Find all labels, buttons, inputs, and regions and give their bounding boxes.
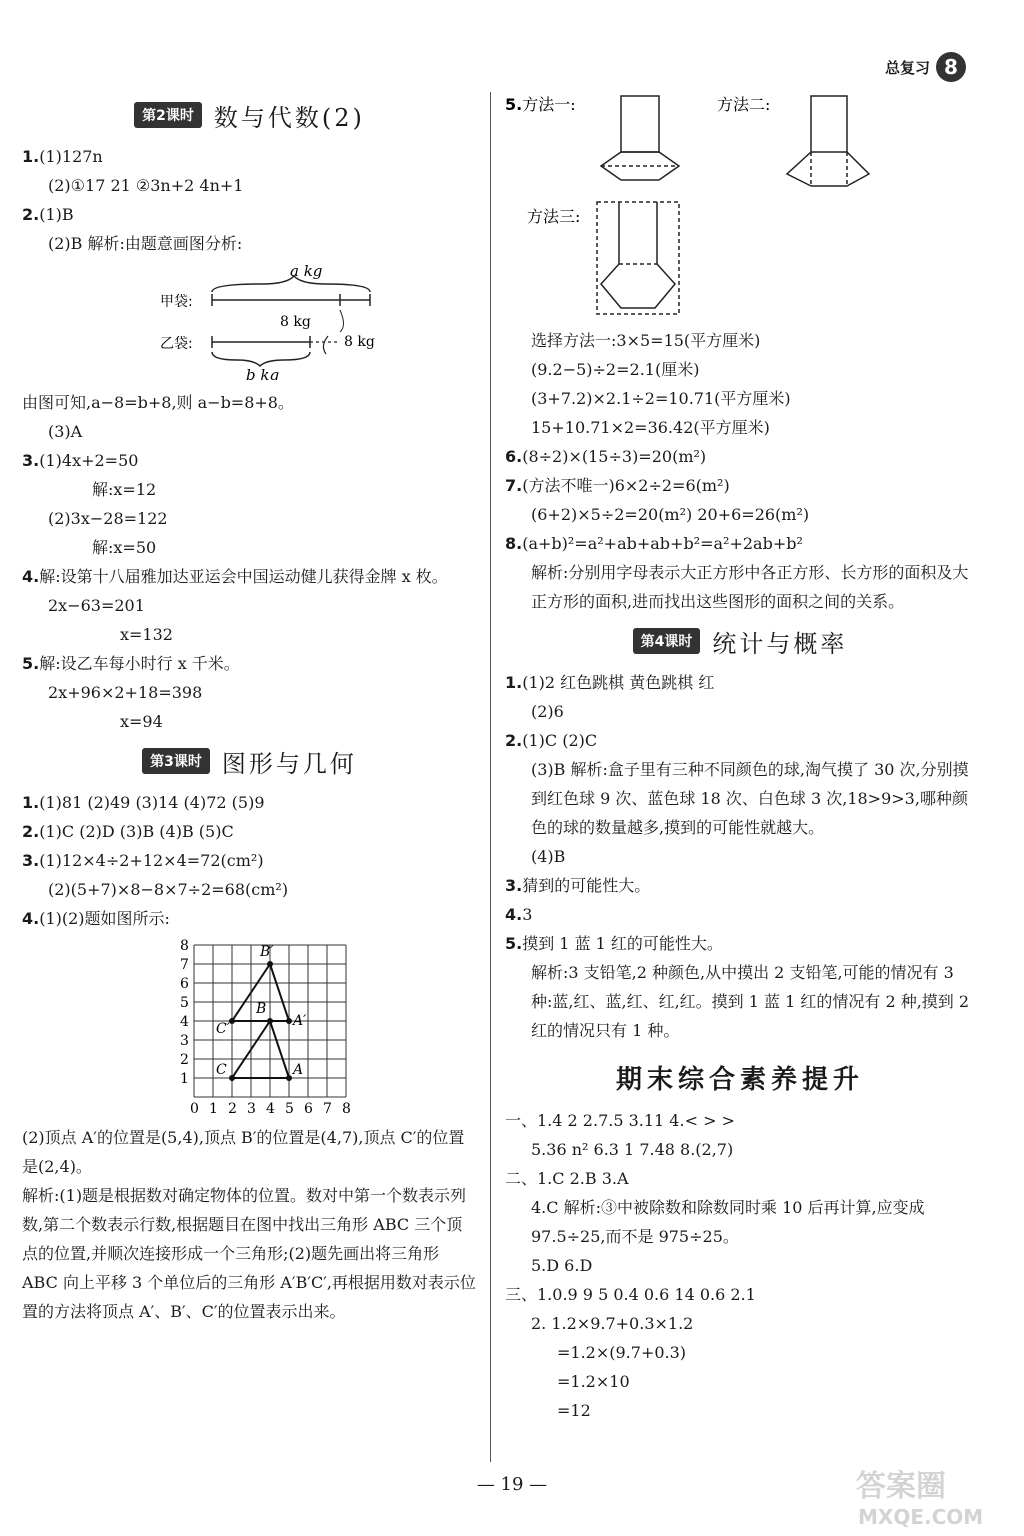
answer-text: 15+10.71×2=36.42(平方厘米): [531, 418, 770, 437]
diagram-label-8kg-2: 8 kg: [344, 334, 375, 350]
x-tick-label: 0: [190, 1101, 199, 1115]
vertex-label: A′: [293, 1013, 307, 1029]
question-number: 5.: [505, 934, 523, 953]
answer-text: 由图可知,a−8=b+8,则 a−b=8+8。: [22, 393, 294, 412]
vertex-label: C′: [216, 1021, 230, 1037]
x-tick-label: 8: [342, 1101, 351, 1115]
final-review-title: 期末综合素养提升: [615, 1065, 864, 1095]
y-tick-label: 8: [180, 938, 189, 954]
diagram-label-jia: 甲袋:: [160, 294, 193, 310]
answer-text: 摸到 1 蓝 1 红的可能性大。: [522, 934, 723, 953]
vertex-label: C: [216, 1062, 227, 1078]
watermark-line1: 答案圈: [856, 1469, 946, 1504]
analysis-text: 解析:(1)题是根据数对确定物体的位置。数对中第一个数表示列数,第二个数表示行数,根据题目在图中找出三角形 ABC 三个顶点的位置,并顺次连接形成一个三角形;(2)题先画出将三角形 ABC 向上平移 3 个单位后的三角形 A′B′C′,再根据用数对表示位置的方法将顶点 A′、B′、C′的位置表示出来。: [22, 1186, 476, 1321]
answer-text: (1)2 红色跳棋 黄色跳棋 红: [522, 673, 715, 692]
watermark-logo: [850, 1462, 1010, 1532]
answer-text: (1)(2)题如图所示:: [39, 909, 170, 928]
x-tick-label: 5: [285, 1101, 294, 1115]
answer-text: 解:设第十八届雅加达亚运会中国运动健儿获得金牌 x 枚。: [39, 567, 448, 586]
section-title: 数与代数(2): [213, 103, 365, 132]
section-heading: [22, 98, 477, 132]
answer-text: x=94: [120, 712, 163, 731]
answer-text: 5.D 6.D: [531, 1256, 593, 1275]
answer-text: (1)4x+2=50: [39, 451, 139, 470]
section-title: 图形与几何: [221, 749, 357, 778]
vertex-label: B′: [260, 944, 274, 960]
column-divider: [490, 92, 491, 1462]
vertex-point: [229, 1018, 235, 1024]
method-1-figure: [601, 96, 679, 180]
question-number: 3.: [22, 451, 40, 470]
vertex-label: A: [293, 1062, 304, 1078]
answer-text: 解:设乙车每小时行 x 千米。: [39, 654, 240, 673]
y-tick-label: 1: [180, 1071, 189, 1087]
answer-text: (1)B: [39, 205, 74, 224]
answer-text: (6+2)×5÷2=20(m²) 20+6=26(m²): [531, 505, 810, 524]
question-number: 1.: [505, 673, 523, 692]
y-tick-label: 6: [180, 976, 189, 992]
answer-text: =12: [557, 1401, 591, 1420]
triangle-abc: [232, 1021, 289, 1078]
answer-text: (3+7.2)×2.1÷2=10.71(平方厘米): [531, 389, 791, 408]
vertex-point: [286, 1075, 292, 1081]
question-number: 3.: [505, 876, 523, 895]
answer-text: (2)(5+7)×8−8×7÷2=68(cm²): [48, 880, 289, 899]
brace-bottom: [212, 352, 310, 366]
answer-text: =1.2×(9.7+0.3): [557, 1343, 687, 1362]
answer-text: 解:x=50: [92, 538, 157, 557]
lesson-badge: 第3课时: [142, 748, 210, 774]
analysis-text: 4.C 解析:③中被除数和除数同时乘 10 后再计算,应变成 97.5÷25,而不是 975÷25。: [531, 1198, 925, 1246]
y-tick-label: 3: [180, 1033, 189, 1049]
x-tick-label: 7: [323, 1101, 332, 1115]
answer-text: 2. 1.2×9.7+0.3×1.2: [531, 1314, 694, 1333]
answer-text: 2x+96×2+18=398: [48, 683, 203, 702]
answer-text: (1)81 (2)49 (3)14 (4)72 (5)9: [39, 793, 265, 812]
question-number: 1.: [22, 147, 40, 166]
vertex-point: [286, 1018, 292, 1024]
answer-text: (1)C (2)D (3)B (4)B (5)C: [39, 822, 234, 841]
x-tick-label: 3: [247, 1101, 256, 1115]
answer-text: (2)3x−28=122: [48, 509, 168, 528]
section-title: 统计与概率: [712, 629, 848, 658]
brace-top: [212, 276, 370, 292]
question-number: 2.: [22, 822, 40, 841]
method-3-figure: [597, 202, 679, 314]
section-heading: [22, 744, 477, 778]
lesson-badge: 第2课时: [134, 102, 202, 128]
question-number: 4.: [22, 909, 40, 928]
answer-text: 5.36 n² 6.3 1 7.48 8.(2,7): [531, 1140, 734, 1159]
analysis-text: 解析:分别用字母表示大正方形中各正方形、长方形的面积及大正方形的面积,进而找出这些图形的面积之间的关系。: [531, 563, 969, 611]
y-tick-label: 2: [180, 1052, 189, 1068]
answer-text: (8÷2)×(15÷3)=20(m²): [522, 447, 707, 466]
page-number: — 19 —: [476, 1474, 548, 1495]
net-diagrams: [505, 94, 975, 318]
question-number: 2.: [505, 731, 523, 750]
answer-text: (3)A: [48, 422, 83, 441]
answer-text: =1.2×10: [557, 1372, 630, 1391]
vertex-point: [229, 1075, 235, 1081]
y-tick-label: 5: [180, 995, 189, 1011]
answer-text: (2)顶点 A′的位置是(5,4),顶点 B′的位置是(4,7),顶点 C′的位置是(2,4)。: [22, 1128, 465, 1176]
diagram-label-yi: 乙袋:: [160, 336, 193, 352]
bag-diagram: [22, 262, 477, 380]
question-number: 1.: [22, 793, 40, 812]
question-number: 6.: [505, 447, 523, 466]
answer-text: (2)①17 21 ②3n+2 4n+1: [48, 176, 244, 195]
answer-text: (1)127n: [39, 147, 103, 166]
left-column: [22, 90, 477, 1326]
coordinate-grid: [22, 937, 477, 1115]
question-number: 8.: [505, 534, 523, 553]
answer-text: (1)12×4÷2+12×4=72(cm²): [39, 851, 264, 870]
answer-text: 选择方法一:3×5=15(平方厘米): [531, 331, 761, 350]
vertex-point: [267, 961, 273, 967]
answer-text: (2)B 解析:由题意画图分析:: [48, 234, 243, 253]
method-2-label: 方法二:: [717, 95, 771, 114]
analysis-text: (3)B 解析:盒子里有三种不同颜色的球,淘气摸了 30 次,分别摸到红色球 9 次、蓝色球 18 次、白色球 3 次,18>9>3,哪种颜色的球的数量越多,摸到的可能性就越大。: [531, 760, 969, 837]
watermark-line2: MXQE.COM: [858, 1505, 984, 1529]
y-tick-label: 4: [180, 1014, 189, 1030]
question-number: 2.: [22, 205, 40, 224]
x-tick-label: 6: [304, 1101, 313, 1115]
x-tick-label: 2: [228, 1101, 237, 1115]
answer-text: (2)6: [531, 702, 564, 721]
header-label: 总复习: [884, 58, 930, 77]
diagram-label-a: a kg: [290, 262, 323, 280]
answer-text: 一、1.4 2 2.7.5 3.11 4.< > >: [505, 1111, 735, 1130]
answer-text: (4)B: [531, 847, 566, 866]
vertex-label: B: [256, 1001, 267, 1017]
method-3-label: 方法三:: [527, 207, 581, 226]
section-heading: [505, 624, 975, 658]
answer-text: 猜到的可能性大。: [522, 876, 651, 895]
answer-text: (a+b)²=a²+ab+ab+b²=a²+2ab+b²: [522, 534, 803, 553]
answer-text: (9.2−5)÷2=2.1(厘米): [531, 360, 700, 379]
lesson-badge: 第4课时: [633, 628, 701, 654]
question-number: 4.: [22, 567, 40, 586]
right-column: [505, 90, 975, 1425]
diagram-label-b: b kg: [246, 366, 280, 380]
method-2-figure: [787, 96, 869, 186]
method-1-label: 5.方法一:: [505, 95, 576, 114]
x-tick-label: 1: [209, 1101, 218, 1115]
answer-text: 二、1.C 2.B 3.A: [505, 1169, 629, 1188]
vertex-point: [267, 1018, 273, 1024]
answer-text: 三、1.0.9 9 5 0.4 0.6 14 0.6 2.1: [505, 1285, 756, 1304]
answer-text: 3: [522, 905, 533, 924]
analysis-text: 解析:3 支铅笔,2 种颜色,从中摸出 2 支铅笔,可能的情况有 3 种:蓝,红、蓝,红、红,红。摸到 1 蓝 1 红的情况有 2 种,摸到 2 红的情况只有 1 种。: [531, 963, 970, 1040]
answer-text: x=132: [120, 625, 173, 644]
x-tick-label: 4: [266, 1101, 275, 1115]
unit-number-badge: 8: [936, 52, 966, 82]
question-number: 4.: [505, 905, 523, 924]
diagram-label-8kg-1: 8 kg: [280, 314, 311, 330]
y-tick-label: 7: [180, 957, 189, 973]
answer-text: 2x−63=201: [48, 596, 145, 615]
question-number: 7.: [505, 476, 523, 495]
question-number: 5.: [22, 654, 40, 673]
page-header: [885, 52, 966, 82]
answer-text: 解:x=12: [92, 480, 157, 499]
answer-text: (1)C (2)C: [522, 731, 598, 750]
answer-text: (方法不唯一)6×2÷2=6(m²): [522, 476, 730, 495]
question-number: 3.: [22, 851, 40, 870]
